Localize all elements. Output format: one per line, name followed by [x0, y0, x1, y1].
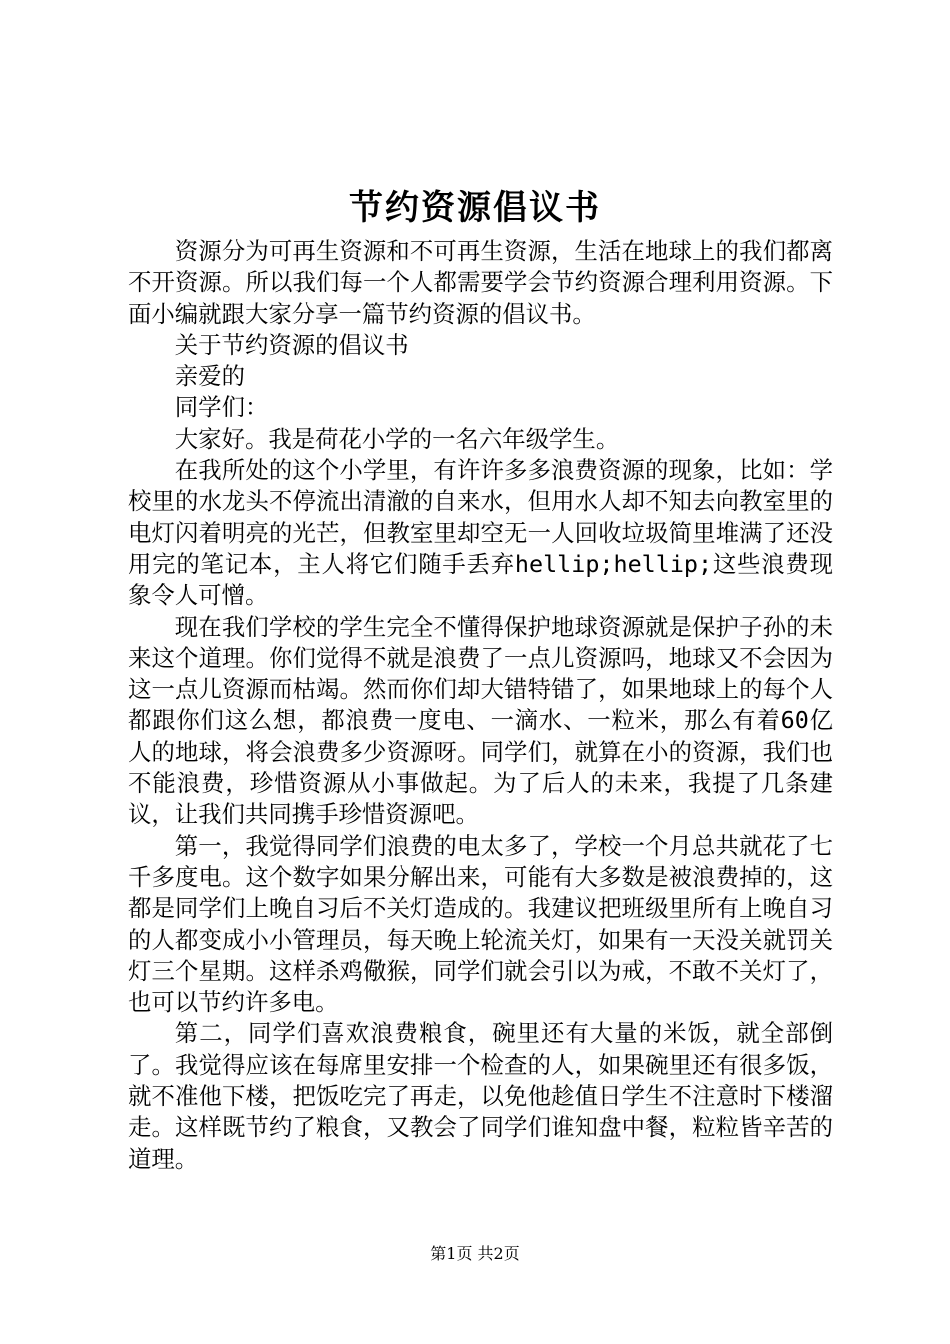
paragraph-salutation: 亲爱的 — [174, 362, 245, 391]
document-title: 节约资源倡议书 — [349, 188, 601, 228]
paragraph-greeting: 大家好。我是荷花小学的一名六年级学生。 — [174, 424, 620, 453]
paragraph-suggestion-2: 第二，同学们喜欢浪费粮食，碗里还有大量的米饭，就全部倒了。我觉得应该在每席里安排一个检查的人，如果碗里还有很多饭，就不准他下楼，把饭吃完了再走，以免他趁值日学生不注意时下楼溜走。这样既节约了粮食，又教会了同学们谁知盘中餐，粒粒皆辛苦的道理。 — [128, 1019, 833, 1173]
paragraph-waste-examples: 在我所处的这个小学里，有许许多多浪费资源的现象，比如：学校里的水龙头不停流出清澈的自来水，但用水人却不知去向教室里的电灯闪着明亮的光芒，但教室里却空无一人回收垃圾简里堆满了还没用完的笔记本，主人将它们随手丢弃hellip;hellip;这些浪费现象令人可憎。 — [128, 456, 833, 610]
document-body — [128, 236, 833, 1175]
paragraph-addressee: 同学们： — [174, 393, 269, 422]
paragraph-suggestion-1: 第一，我觉得同学们浪费的电太多了，学校一个月总共就花了七千多度电。这个数字如果分解出来，可能有大多数是被浪费掉的，这都是同学们上晚自习后不关灯造成的。我建议把班级里所有上晚自习的人都变成小小管理员，每天晚上轮流关灯，如果有一天没关就罚关灯三个星期。这样杀鸡儆猴，同学们就会引以为戒，不敢不关灯了，也可以节约许多电。 — [128, 831, 833, 1017]
paragraph-intro: 资源分为可再生资源和不可再生资源，生活在地球上的我们都离不开资源。所以我们每一个人都需要学会节约资源合理利用资源。下面小编就跟大家分享一篇节约资源的倡议书。 — [128, 237, 833, 328]
paragraph-heading: 关于节约资源的倡议书 — [174, 330, 409, 359]
paragraph-argument: 现在我们学校的学生完全不懂得保护地球资源就是保护子孙的未来这个道理。你们觉得不就是浪费了一点儿资源吗，地球又不会因为这一点儿资源而枯竭。然而你们却大错特错了，如果地球上的每个人都跟你们这么想，都浪费一度电、一滴水、一粒米，那么有着60亿人的地球，将会浪费多少资源呀。同学们，就算在小的资源，我们也不能浪费，珍惜资源从小事做起。为了后人的未来，我提了几条建议，让我们共同携手珍惜资源吧。 — [128, 612, 833, 829]
page-footer: 第1页 共2页 — [430, 1244, 520, 1263]
